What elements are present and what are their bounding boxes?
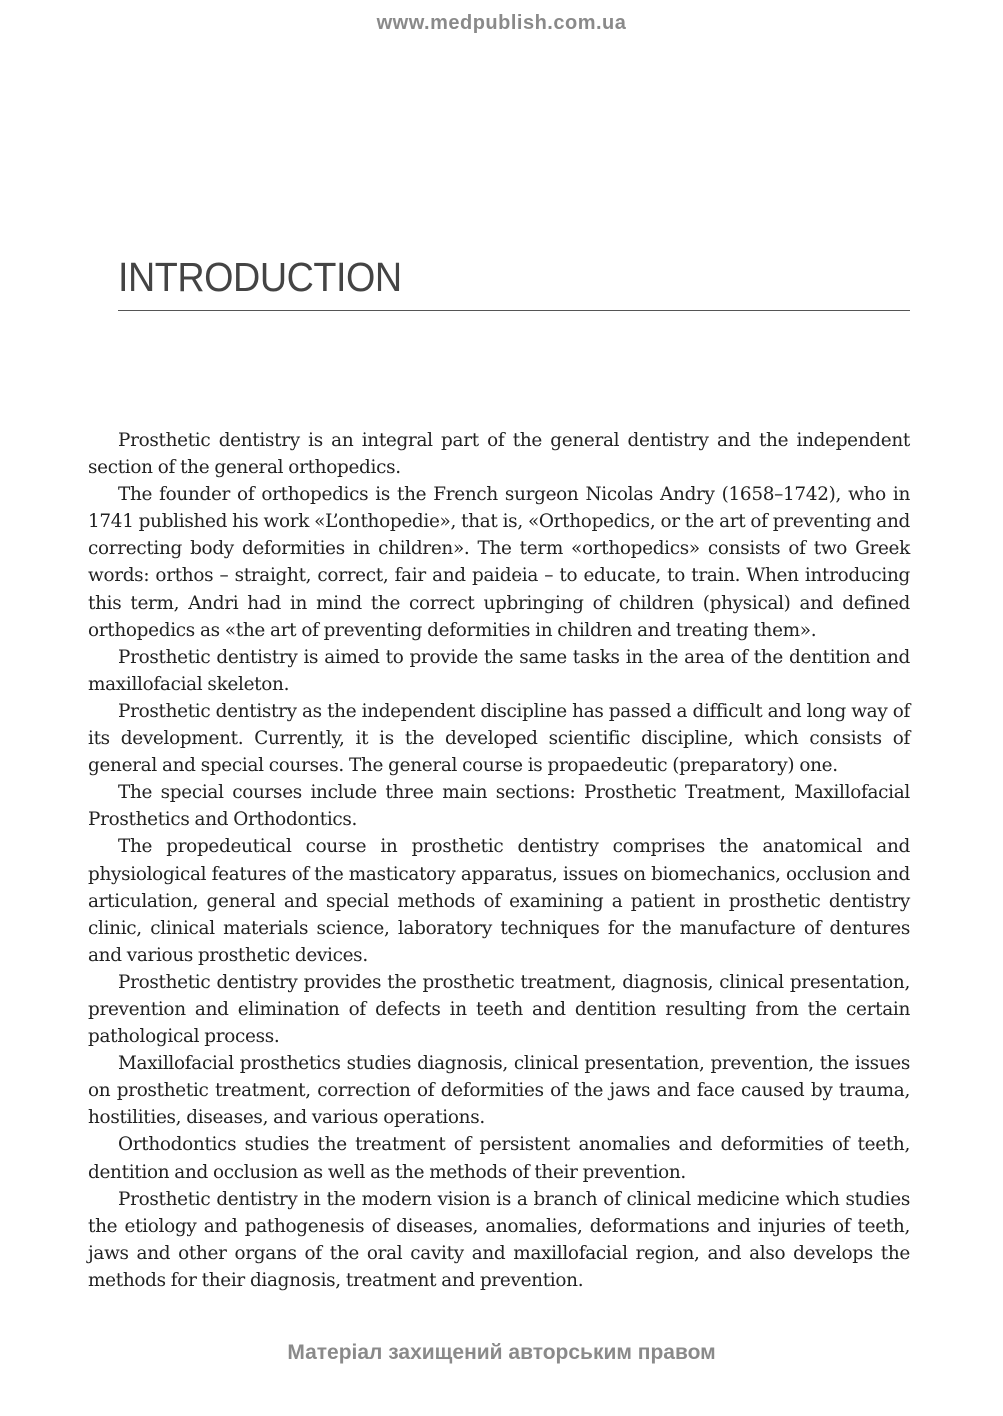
paragraph-8: Maxillofacial prosthetics studies diagnosis, clinical presentation, prevention, the issues on prosthetic treatment, correction of deformities of the jaws and face caused by trauma, hostilities, diseases, and various operations.	[88, 1053, 910, 1129]
paragraph-1: Prosthetic dentistry is an integral part of the general dentistry and the independent section of the general orthopedics.	[88, 430, 910, 479]
paragraph-10: Prosthetic dentistry in the modern vision is a branch of clinical medicine which studies the etiology and pathogenesis of diseases, anomalies, deformations and injuries of teeth, jaws and other organs of the oral cavity and maxillofacial region, and also develops the methods for their diagnosis, treatment and prevention.	[88, 1188, 910, 1291]
paragraph-5: The special courses include three main sections: Prosthetic Treatment, Maxillofacial Prosthetics and Orthodontics.	[88, 782, 910, 831]
chapter-title: INTRODUCTION	[118, 254, 402, 300]
paragraph-4: Prosthetic dentistry as the independent discipline has passed a difficult and long way of its development. Currently, it is the developed scientific discipline, which consists of general and special courses. The general course is propaedeutic (preparatory) one.	[88, 700, 910, 777]
title-divider	[118, 310, 910, 311]
paragraph-3: Prosthetic dentistry is aimed to provide the same tasks in the area of the dentition and maxillofacial skeleton.	[88, 646, 910, 695]
paragraph-6: The propedeutical course in prosthetic dentistry comprises the anatomical and physiological features of the masticatory apparatus, issues on biomechanics, occlusion and articulation, general and special methods of examining a patient in prosthetic dentistry clinic, clinical materials science, laboratory techniques for the manufacture of dentures and various prosthetic devices.	[88, 836, 910, 966]
paragraph-9: Orthodontics studies the treatment of persistent anomalies and deformities of teeth, dentition and occlusion as well as the methods of their prevention.	[88, 1134, 910, 1183]
copyright-notice: Матеріал захищений авторським правом	[287, 1341, 716, 1364]
publisher-url: www.medpublish.com.ua	[376, 12, 627, 34]
body-text	[88, 427, 910, 1294]
paragraph-7: Prosthetic dentistry provides the prosthetic treatment, diagnosis, clinical presentation, prevention and elimination of defects in teeth and dentition resulting from the certain pathological process.	[88, 971, 910, 1048]
paragraph-2: The founder of orthopedics is the French surgeon Nicolas Andry (1658–1742), who in 1741 published his work «L’onthopedie», that is, «Orthopedics, or the art of preventing and correcting body deformities in children». The term «orthopedics» consists of two Greek words: orthos – straight, correct, fair and paideia – to educate, to train. When introducing this term, Andri had in mind the correct upbringing of children (physical) and defined orthopedics as «the art of preventing deformities in children and treating them».	[88, 484, 910, 641]
